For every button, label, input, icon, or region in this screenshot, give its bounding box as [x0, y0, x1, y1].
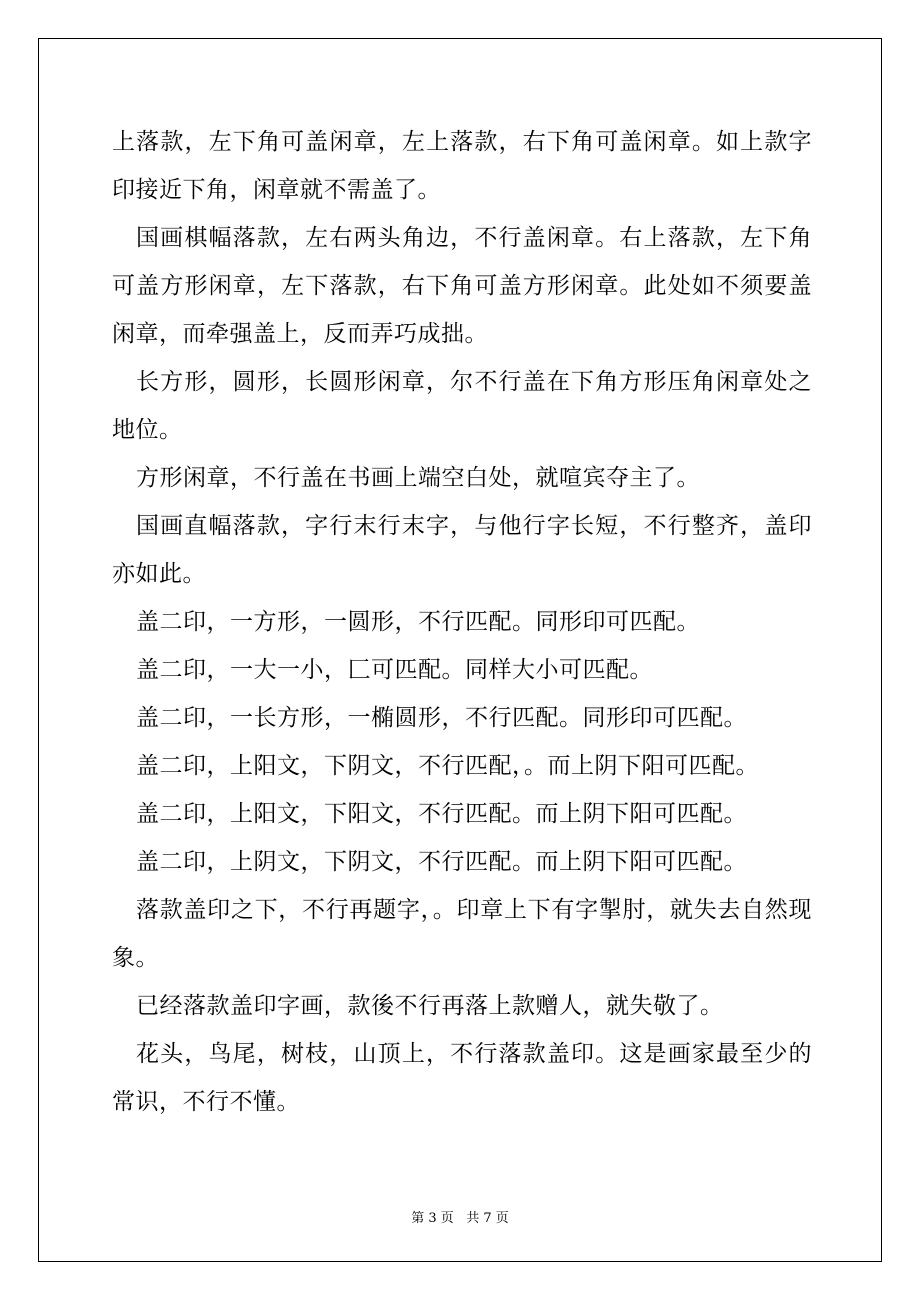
paragraph: 盖二印，上阳文，下阳文，不行匹配。而上阴下阳可匹配。 — [136, 801, 747, 827]
paragraph: 盖二印，上阴文，下阴文，不行匹配。而上阴下阳可匹配。 — [136, 849, 747, 875]
paragraph: 上落款，左下角可盖闲章，左上落款，右下角可盖闲章。如上款字印接近下角，闲章就不需盖了。 — [112, 129, 812, 203]
paragraph: 已经落款盖印字画，款後不行再落上款赠人，就失敬了。 — [136, 993, 724, 1019]
paragraph: 盖二印，一长方形，一椭圆形，不行匹配。同形印可匹配。 — [136, 705, 747, 731]
paragraph: 盖二印，上阳文，下阴文，不行匹配，。而上阴下阳可匹配。 — [136, 753, 759, 779]
paragraph: 长方形，圆形，长圆形闲章，尔不行盖在下角方形压角闲章处之地位。 — [112, 369, 812, 443]
document-body — [112, 118, 812, 1126]
paragraph: 方形闲章，不行盖在书画上端空白处，就喧宾夺主了。 — [136, 465, 700, 491]
paragraph: 落款盖印之下，不行再题字，。印章上下有字掣肘，就失去自然现象。 — [112, 897, 812, 971]
page-number: 第 3 页 共 7 页 — [411, 1211, 509, 1226]
paragraph: 花头，鸟尾，树枝，山顶上，不行落款盖印。这是画家最至少的常识，不行不懂。 — [112, 1041, 812, 1115]
paragraph: 盖二印，一方形，一圆形，不行匹配。同形印可匹配。 — [136, 609, 700, 635]
paragraph: 盖二印，一大一小，匚可匹配。同样大小可匹配。 — [136, 657, 653, 683]
paragraph: 国画直幅落款，字行末行末字，与他行字长短，不行整齐，盖印亦如此。 — [112, 513, 812, 587]
page-footer — [39, 1207, 881, 1226]
document-page — [38, 38, 882, 1262]
paragraph: 国画棋幅落款，左右两头角边，不行盖闲章。右上落款，左下角可盖方形闲章，左下落款，右下角可盖方形闲章。此处如不须要盖闲章，而牵强盖上，反而弄巧成拙。 — [112, 225, 812, 347]
